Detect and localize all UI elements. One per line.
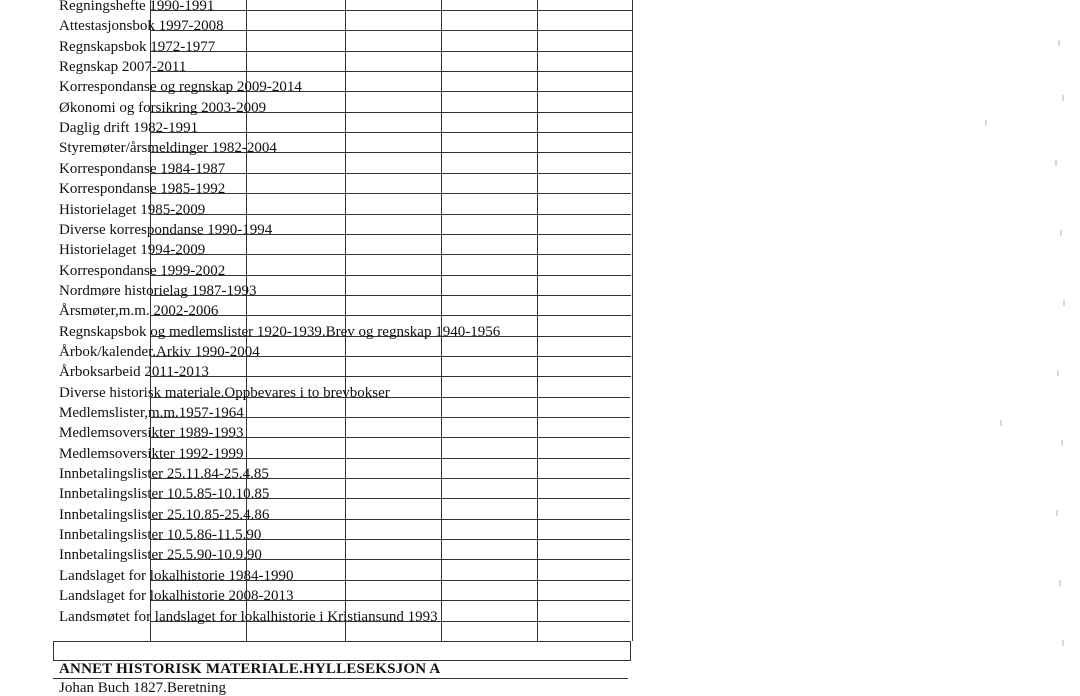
table-row-text: Korrespondanse 1985-1992	[59, 181, 226, 198]
table-row-text: Diverse historisk materiale.Oppbevares i to brevbokser	[59, 384, 390, 401]
table-column-rule	[632, 0, 633, 641]
table-row-rule	[150, 132, 632, 133]
table-row-text: Korrespondanse og regnskap 2009-2014	[59, 79, 302, 96]
table-row-text: Styremøter/årsmeldinger 1982-2004	[59, 140, 277, 157]
table-row-text: Økonomi og forsikring 2003-2009	[59, 99, 267, 116]
table-row-text: Landslaget for lokalhistorie 1984-1990	[59, 567, 294, 584]
scan-speck	[1055, 160, 1057, 166]
table-row-rule	[150, 71, 632, 72]
table-column-rule	[345, 0, 346, 641]
scan-speck	[1063, 300, 1065, 306]
table-row-text: Medlemsoversikter 1992-1999	[59, 445, 244, 462]
table-row-text: Innbetalingslister 25.5.90-10.9.90	[59, 547, 262, 564]
scan-speck	[1060, 230, 1062, 236]
scan-speck	[1062, 95, 1064, 101]
table-row-rule	[150, 376, 631, 377]
scan-speck	[1058, 40, 1060, 46]
table-row-rule	[150, 315, 631, 316]
table-row-text: Landsmøtet for landslaget for lokalhistorie i Kristiansund 1993	[59, 608, 438, 625]
table-row-text: Medlemslister,m.m.1957-1964	[59, 405, 244, 421]
table-row-text: Johan Buch 1827.Beretning	[59, 680, 227, 696]
section-heading: ANNET HISTORISK MATERIALE.HYLLESEKSJON A	[59, 661, 441, 677]
scan-speck	[1059, 580, 1061, 586]
table-row-rule	[150, 214, 631, 215]
table-row-text: Årsmøter,m.m. 2002-2006	[59, 303, 219, 320]
table-row-text: Korrespondanse 1984-1987	[59, 160, 226, 177]
table-row-text: Årbok/kalender.Arkiv 1990-2004	[59, 343, 260, 360]
table-row-text: Regningshefte 1990-1991	[59, 0, 215, 14]
scan-speck	[1061, 440, 1063, 446]
scan-speck	[1000, 420, 1002, 426]
empty-separator-row	[53, 641, 631, 661]
table-row-text: Diverse korrespondanse 1990-1994	[59, 221, 273, 238]
table-row-rule	[150, 10, 632, 11]
table-row-text: Korrespondanse 1999-2002	[59, 262, 226, 279]
table-row-text: Innbetalingslister 10.5.86-11.5.90	[59, 527, 262, 544]
table-row-text: Attestasjonsbok 1997-2008	[59, 18, 224, 35]
table-column-rule	[537, 0, 538, 641]
table-row-text: Innbetalingslister 25.11.84-25.4.85	[59, 466, 269, 483]
table-column-rule	[150, 0, 151, 641]
scan-speck	[1057, 370, 1059, 376]
table-row-text: Daglig drift 1982-1991	[59, 120, 199, 137]
table-row-text: Regnskapsbok og medlemslister 1920-1939.Brev og regnskap 1940-1956	[59, 323, 501, 340]
table-row-text: Historielaget 1994-2009	[59, 242, 206, 259]
table-row-rule	[150, 254, 631, 255]
table-row-text: Regnskapsbok 1972-1977	[59, 38, 216, 55]
table-row-text: Innbetalingslister 25.10.85-25.4.86	[59, 506, 270, 523]
scan-speck	[1056, 510, 1058, 516]
table-row-text: Nordmøre historielag 1987-1993	[59, 282, 257, 299]
heading-rule	[53, 678, 628, 679]
table-row-text: Innbetalingslister 10.5.85-10.10.85	[59, 486, 270, 503]
table-column-rule	[441, 0, 442, 641]
table-column-rule	[246, 0, 247, 641]
scan-speck	[1062, 640, 1064, 646]
table-row-rule	[150, 51, 632, 52]
table-row-text: Landslaget for lokalhistorie 2008-2013	[59, 588, 294, 605]
scan-speck	[985, 120, 987, 126]
table-row-text: Historielaget 1985-2009	[59, 201, 206, 218]
table-row-text: Medlemsoversikter 1989-1993	[59, 425, 244, 442]
table-row-text: Regnskap 2007-2011	[59, 59, 187, 76]
table-row-text: Årboksarbeid 2011-2013	[59, 364, 209, 381]
